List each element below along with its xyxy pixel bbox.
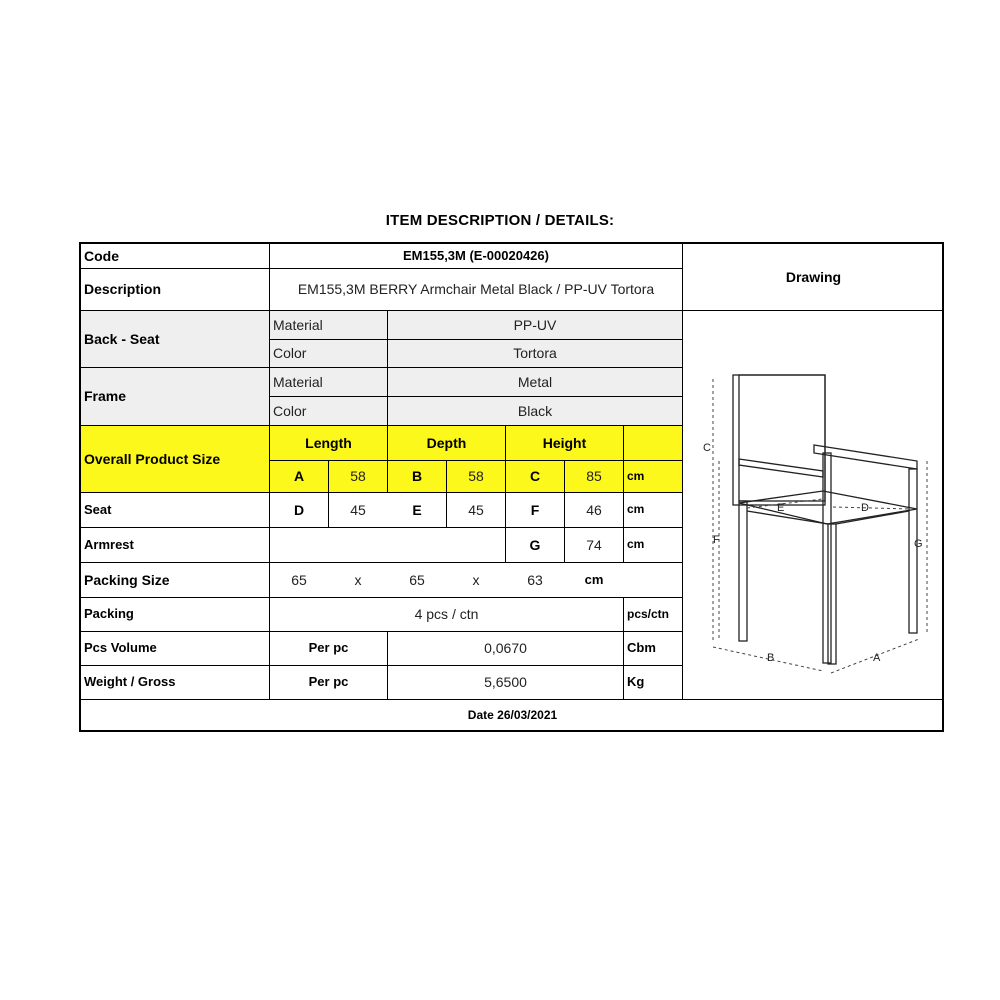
packing-size-unit: cm (584, 571, 604, 587)
diagram-label-a: A (873, 652, 881, 664)
diagram-label-b: B (767, 652, 775, 664)
length-label: Length (305, 434, 352, 451)
chair-leg (823, 453, 831, 663)
diagram-label-c: C (703, 442, 711, 454)
dim-e-label: E (412, 501, 422, 518)
diagram-label-g: G (914, 538, 923, 550)
date-footer: Date 26/03/2021 (467, 708, 558, 723)
diagram-label-d: D (861, 502, 869, 514)
packing-size-v2: 65 (409, 571, 425, 588)
back-seat-label: Back - Seat (84, 330, 160, 347)
weight-per: Per pc (308, 674, 349, 690)
frame-material-label: Material (273, 373, 323, 390)
dim-g-value: 74 (586, 536, 602, 553)
armrest-unit: cm (627, 537, 645, 552)
diagram-label-e: E (777, 502, 785, 514)
dim-a-label: A (293, 468, 305, 485)
dim-d-label: D (293, 501, 305, 518)
dim-f-label: F (530, 501, 540, 518)
overall-unit: cm (627, 468, 645, 483)
packing-size-x1: x (354, 571, 362, 588)
dim-a-value: 58 (350, 468, 366, 485)
code-value: EM155,3M (E-00020426) (403, 247, 549, 263)
pcs-volume-unit: Cbm (627, 640, 656, 656)
weight-label: Weight / Gross (84, 674, 176, 690)
chair-drawing (683, 311, 944, 699)
pcs-volume-per: Per pc (308, 640, 349, 656)
dim-e-value: 45 (468, 501, 484, 518)
frame-color-value: Black (517, 402, 553, 419)
description-label: Description (84, 281, 162, 298)
packing-size-v3: 63 (527, 571, 543, 588)
description-value: EM155,3M BERRY Armchair Metal Black / PP-UV Tortora (297, 281, 655, 298)
dim-d-value: 45 (350, 501, 366, 518)
page-title: ITEM DESCRIPTION / DETAILS: (385, 212, 615, 229)
packing-size-label: Packing Size (84, 571, 170, 588)
dim-f-value: 46 (586, 501, 602, 518)
pcs-volume-label: Pcs Volume (84, 640, 157, 656)
dim-c-label: C (529, 468, 541, 485)
frame-color-label: Color (273, 402, 307, 419)
armrest-label: Armrest (84, 536, 134, 552)
packing-size-v1: 65 (291, 571, 307, 588)
pcs-volume-value: 0,0670 (484, 640, 527, 657)
packing-size-x2: x (472, 571, 480, 588)
details-table (79, 242, 944, 732)
drawing-label: Drawing (785, 269, 842, 285)
dim-c-value: 85 (586, 468, 602, 485)
chair-backrest (733, 375, 825, 505)
height-label: Height (542, 434, 587, 451)
frame-material-value: Metal (517, 373, 553, 390)
depth-label: Depth (426, 434, 467, 451)
back-seat-color-value: Tortora (513, 345, 557, 362)
dim-b-label: B (411, 468, 423, 485)
dim-b-value: 58 (468, 468, 484, 485)
seat-unit: cm (627, 502, 645, 517)
packing-label: Packing (84, 606, 134, 622)
back-seat-color-label: Color (273, 345, 307, 362)
code-label: Code (84, 247, 119, 264)
seat-label: Seat (84, 501, 112, 517)
back-seat-material-label: Material (273, 316, 323, 333)
chair-seat (739, 491, 917, 524)
diagram-label-f: F (713, 534, 720, 546)
overall-size-label: Overall Product Size (84, 450, 221, 467)
weight-value: 5,6500 (484, 674, 527, 691)
chair-armrest (814, 445, 917, 469)
packing-value: 4 pcs / ctn (414, 606, 479, 623)
weight-unit: Kg (627, 674, 645, 690)
back-seat-material-value: PP-UV (513, 316, 557, 333)
packing-unit: pcs/ctn (627, 606, 670, 621)
frame-label: Frame (84, 388, 127, 405)
dim-g-label: G (529, 536, 541, 553)
